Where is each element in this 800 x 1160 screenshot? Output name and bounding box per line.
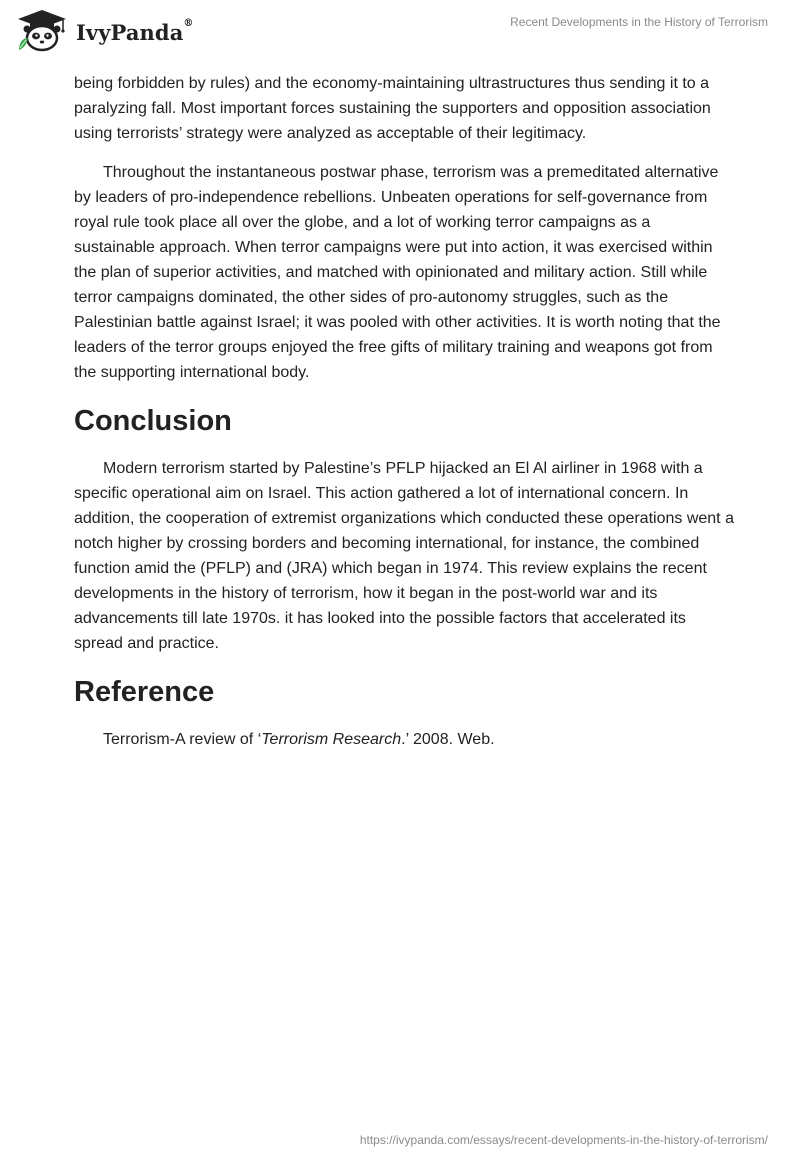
ivypanda-logo[interactable]	[14, 8, 194, 52]
essay-content	[74, 71, 734, 752]
conclusion-paragraph: Modern terrorism started by Palestine’s PFLP hijacked an El Al airliner in 1968 with a specific operational aim on Israel. This action gathered a lot of international concern. In addition, the cooperation of extremist organizations which conducted these operations went a notch higher by crossing borders and becoming international, for instance, the combined function amid the (PFLP) and (JRA) which began in 1974. This review explains the recent developments in the history of terrorism, how it began in the post-world war and its advancements till late 1970s. it has looked into the possible factors that accelerated its spread and practice.	[74, 460, 734, 652]
brand-name: IvyPanda®	[76, 17, 194, 45]
page-header	[0, 0, 800, 62]
panda-graduate-icon	[14, 8, 70, 52]
document-title: Recent Developments in the History of Terrorism	[510, 15, 768, 29]
footer-url[interactable]: https://ivypanda.com/essays/recent-developments-in-the-history-of-terrorism/	[359, 1133, 768, 1147]
paragraph-continued: being forbidden by rules) and the economy-maintaining ultrastructures thus sending it to a paralyzing fall. Most important forces sustaining the supporters and opposition association using terrorists’ strategy were analyzed as acceptable of their legitimacy.	[74, 75, 711, 142]
reference-entry: Terrorism-A review of ‘Terrorism Research.’ 2008. Web.	[103, 731, 495, 748]
paragraph-postwar: Throughout the instantaneous postwar phase, terrorism was a premeditated alternative by leaders of pro-independence rebellions. Unbeaten operations for self-governance from royal rule took place all over the globe, and a lot of working terror campaigns as a sustainable approach. When terror campaigns were put into action, it was exercised within the plan of superior activities, and matched with opinionated and military action. Still while terror campaigns dominated, the other sides of pro-autonomy struggles, such as the Palestinian battle against Israel; it was pooled with other activities. It is worth noting that the leaders of the terror groups enjoyed the free gifts of military training and weapons got from the supporting international body.	[74, 164, 721, 381]
reference-title: Terrorism Research	[261, 731, 402, 748]
reference-heading: Reference	[74, 676, 215, 708]
conclusion-heading: Conclusion	[74, 405, 232, 437]
